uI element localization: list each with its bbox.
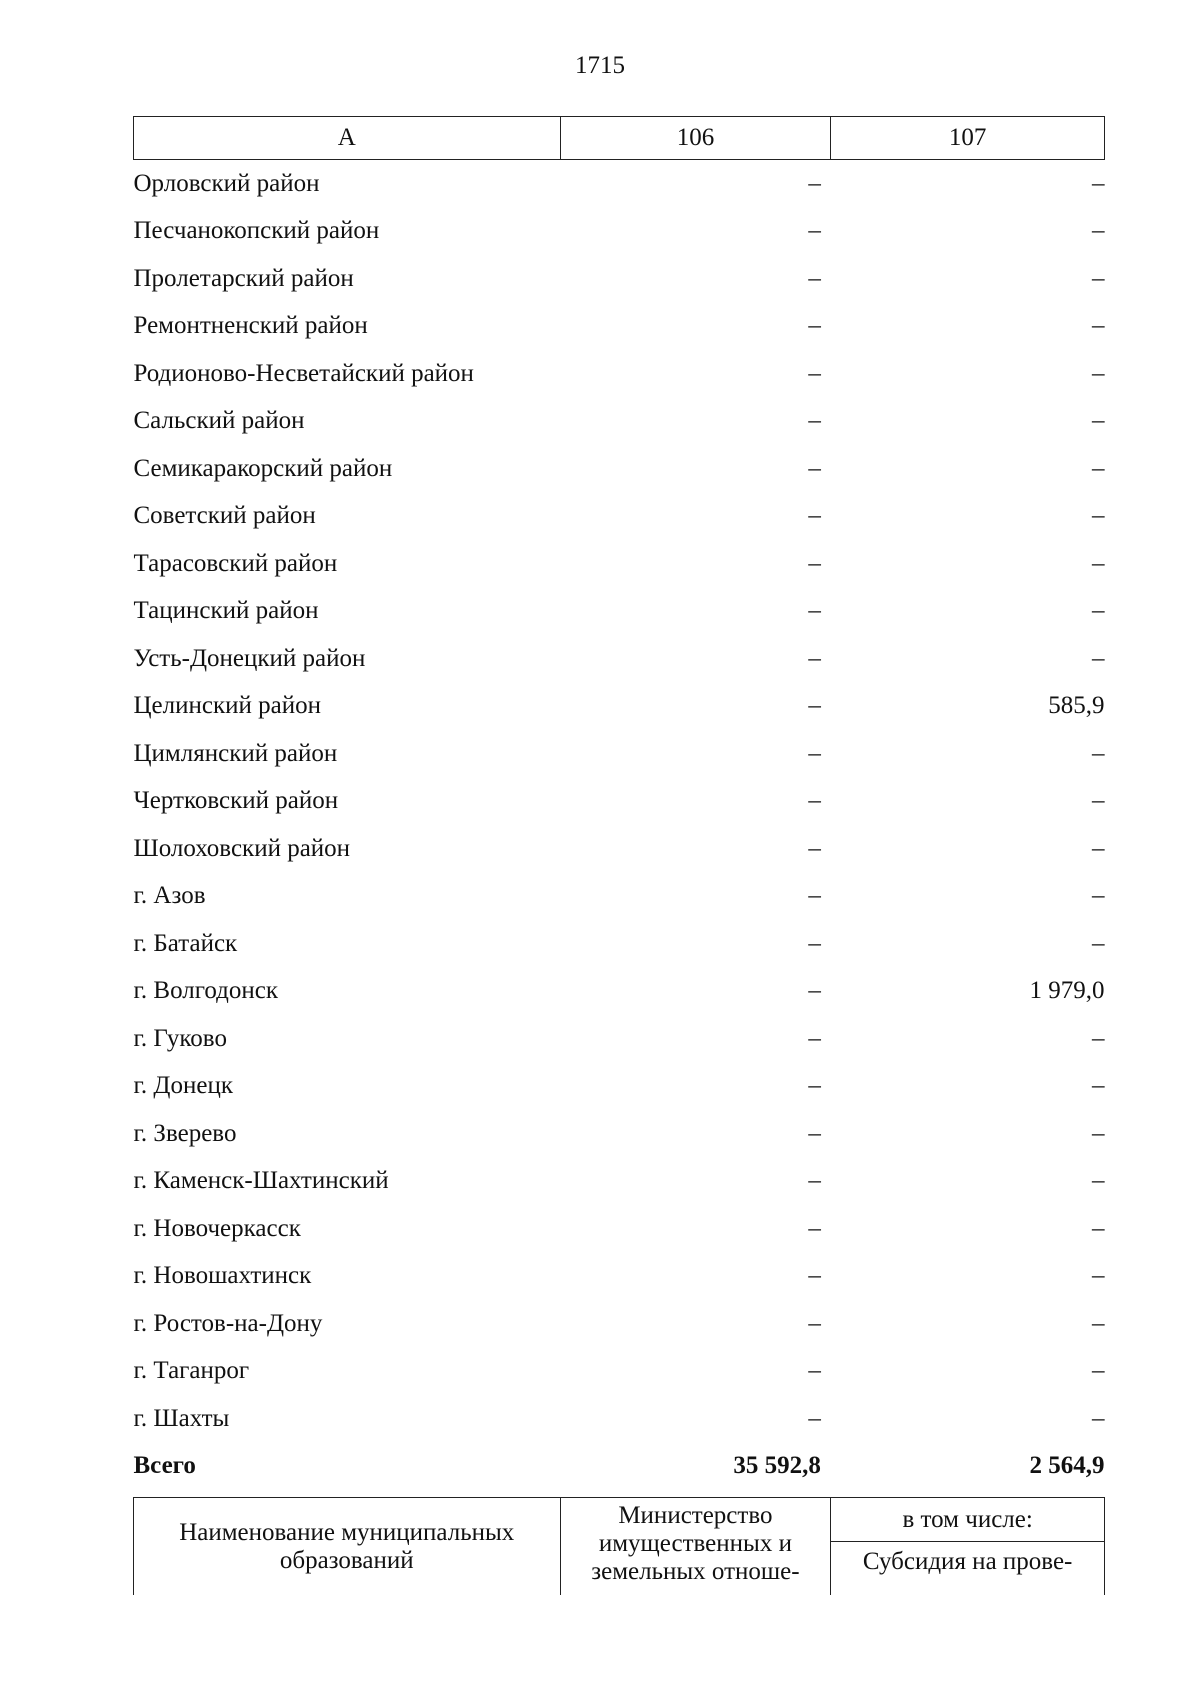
- municipality-name: г. Каменск-Шахтинский: [133, 1167, 389, 1195]
- table-row: [134, 1348, 1105, 1396]
- table-row: [134, 1300, 1105, 1348]
- municipality-name: г. Новошахтинск: [133, 1262, 312, 1290]
- municipality-name: г. Донецк: [133, 1072, 233, 1100]
- value-107: –: [1092, 407, 1105, 435]
- value-106: –: [808, 977, 821, 1005]
- value-106: –: [808, 217, 821, 245]
- total-label: Всего: [133, 1452, 196, 1480]
- value-107: –: [1092, 882, 1105, 910]
- municipality-name: Цимлянский район: [133, 739, 338, 767]
- value-107: –: [1092, 739, 1105, 767]
- value-107: –: [1092, 1309, 1105, 1337]
- table-row: [134, 208, 1105, 256]
- municipality-name: г. Батайск: [133, 929, 238, 957]
- value-107: –: [1092, 1404, 1105, 1432]
- value-106: –: [808, 787, 821, 815]
- table-row: [134, 160, 1105, 208]
- value-106: –: [808, 1262, 821, 1290]
- header-cell-107: 107: [831, 117, 1105, 160]
- table-row: [134, 1015, 1105, 1063]
- total-106: 35 592,8: [733, 1452, 821, 1480]
- table-row: [134, 825, 1105, 873]
- value-107: –: [1092, 787, 1105, 815]
- table-row: [134, 1063, 1105, 1111]
- header-including: в том числе:: [831, 1498, 1105, 1542]
- municipality-name: г. Волгодонск: [133, 977, 279, 1005]
- table-row: [134, 588, 1105, 636]
- value-107: –: [1092, 644, 1105, 672]
- municipality-name: г. Азов: [133, 882, 206, 910]
- value-107: –: [1092, 217, 1105, 245]
- municipality-name: г. Зверево: [133, 1119, 237, 1147]
- municipality-name: г. Таганрог: [133, 1357, 250, 1385]
- header-municipality-name: Наименование муниципальных образований: [134, 1498, 561, 1596]
- value-107: –: [1092, 169, 1105, 197]
- municipality-name: Советский район: [133, 502, 316, 530]
- value-107: –: [1092, 1262, 1105, 1290]
- page-number: 1715: [575, 52, 625, 79]
- value-106: –: [808, 1214, 821, 1242]
- value-106: –: [808, 644, 821, 672]
- value-107: –: [1092, 502, 1105, 530]
- value-107: –: [1092, 1357, 1105, 1385]
- value-106: –: [808, 1404, 821, 1432]
- municipality-name: Шолоховский район: [133, 834, 351, 862]
- municipality-name: Усть-Донецкий район: [133, 644, 366, 672]
- value-107: –: [1092, 834, 1105, 862]
- value-106: –: [808, 1167, 821, 1195]
- table-row: [134, 1205, 1105, 1253]
- municipality-name: г. Гуково: [133, 1024, 227, 1052]
- municipality-name: Орловский район: [133, 169, 320, 197]
- header-ministry: Министерство имущественных и земельных отноше-: [560, 1498, 831, 1596]
- municipality-name: г. Ростов-на-Дону: [133, 1309, 323, 1337]
- value-107: –: [1092, 597, 1105, 625]
- table-header-row: [134, 117, 1105, 160]
- value-106: –: [808, 692, 821, 720]
- value-106: –: [808, 929, 821, 957]
- value-106: –: [808, 264, 821, 292]
- value-106: –: [808, 359, 821, 387]
- table-row: [134, 778, 1105, 826]
- value-107: –: [1092, 1024, 1105, 1052]
- value-106: –: [808, 1024, 821, 1052]
- value-107: –: [1092, 264, 1105, 292]
- value-106: –: [808, 834, 821, 862]
- municipality-name: Тацинский район: [133, 597, 319, 625]
- value-107: –: [1092, 1072, 1105, 1100]
- continuation-header-table: [133, 1497, 1105, 1595]
- municipality-name: Целинский район: [133, 692, 321, 720]
- total-row: [134, 1443, 1105, 1491]
- value-107: –: [1092, 929, 1105, 957]
- value-106: –: [808, 312, 821, 340]
- municipality-name: Ремонтненский район: [133, 312, 368, 340]
- value-107: –: [1092, 1167, 1105, 1195]
- value-106: –: [808, 549, 821, 577]
- table-row: [134, 920, 1105, 968]
- value-106: –: [808, 169, 821, 197]
- table-row: [134, 1253, 1105, 1301]
- municipality-name: Родионово-Несветайский район: [133, 359, 474, 387]
- header-subsidy: Субсидия на прове-: [831, 1542, 1105, 1596]
- value-106: –: [808, 407, 821, 435]
- table-row: [134, 1395, 1105, 1443]
- municipality-name: Пролетарский район: [133, 264, 354, 292]
- value-107: –: [1092, 1214, 1105, 1242]
- value-106: –: [808, 454, 821, 482]
- value-106: –: [808, 1119, 821, 1147]
- municipality-name: Сальский район: [133, 407, 305, 435]
- value-106: –: [808, 597, 821, 625]
- value-106: –: [808, 1357, 821, 1385]
- value-106: –: [808, 739, 821, 767]
- value-106: –: [808, 502, 821, 530]
- value-107: –: [1092, 454, 1105, 482]
- table-row: [134, 303, 1105, 351]
- value-107: –: [1092, 312, 1105, 340]
- total-107: 2 564,9: [1029, 1452, 1105, 1480]
- header-cell-a: А: [134, 117, 561, 160]
- value-106: –: [808, 1072, 821, 1100]
- value-107: –: [1092, 1119, 1105, 1147]
- municipality-name: Семикаракорский район: [133, 454, 393, 482]
- header-cell-106: 106: [560, 117, 831, 160]
- table-row: [134, 873, 1105, 921]
- table-row: [134, 635, 1105, 683]
- table-row: [134, 730, 1105, 778]
- value-106: –: [808, 1309, 821, 1337]
- table-row: [134, 683, 1105, 731]
- municipality-name: Песчанокопский район: [133, 217, 380, 245]
- value-107: 585,9: [1048, 692, 1105, 720]
- budget-table: [133, 116, 1105, 1490]
- table-row: [134, 1110, 1105, 1158]
- table-row: [134, 1158, 1105, 1206]
- value-107: 1 979,0: [1029, 977, 1105, 1005]
- municipality-name: г. Новочеркасск: [133, 1214, 301, 1242]
- value-107: –: [1092, 359, 1105, 387]
- table-row: [134, 255, 1105, 303]
- value-107: –: [1092, 549, 1105, 577]
- table-row: [134, 493, 1105, 541]
- table-row: [134, 968, 1105, 1016]
- value-106: –: [808, 882, 821, 910]
- table-row: [134, 398, 1105, 446]
- municipality-name: Тарасовский район: [133, 549, 338, 577]
- table-row: [134, 350, 1105, 398]
- municipality-name: г. Шахты: [133, 1404, 230, 1432]
- table-row: [134, 445, 1105, 493]
- table-row: [134, 540, 1105, 588]
- municipality-name: Чертковский район: [133, 787, 339, 815]
